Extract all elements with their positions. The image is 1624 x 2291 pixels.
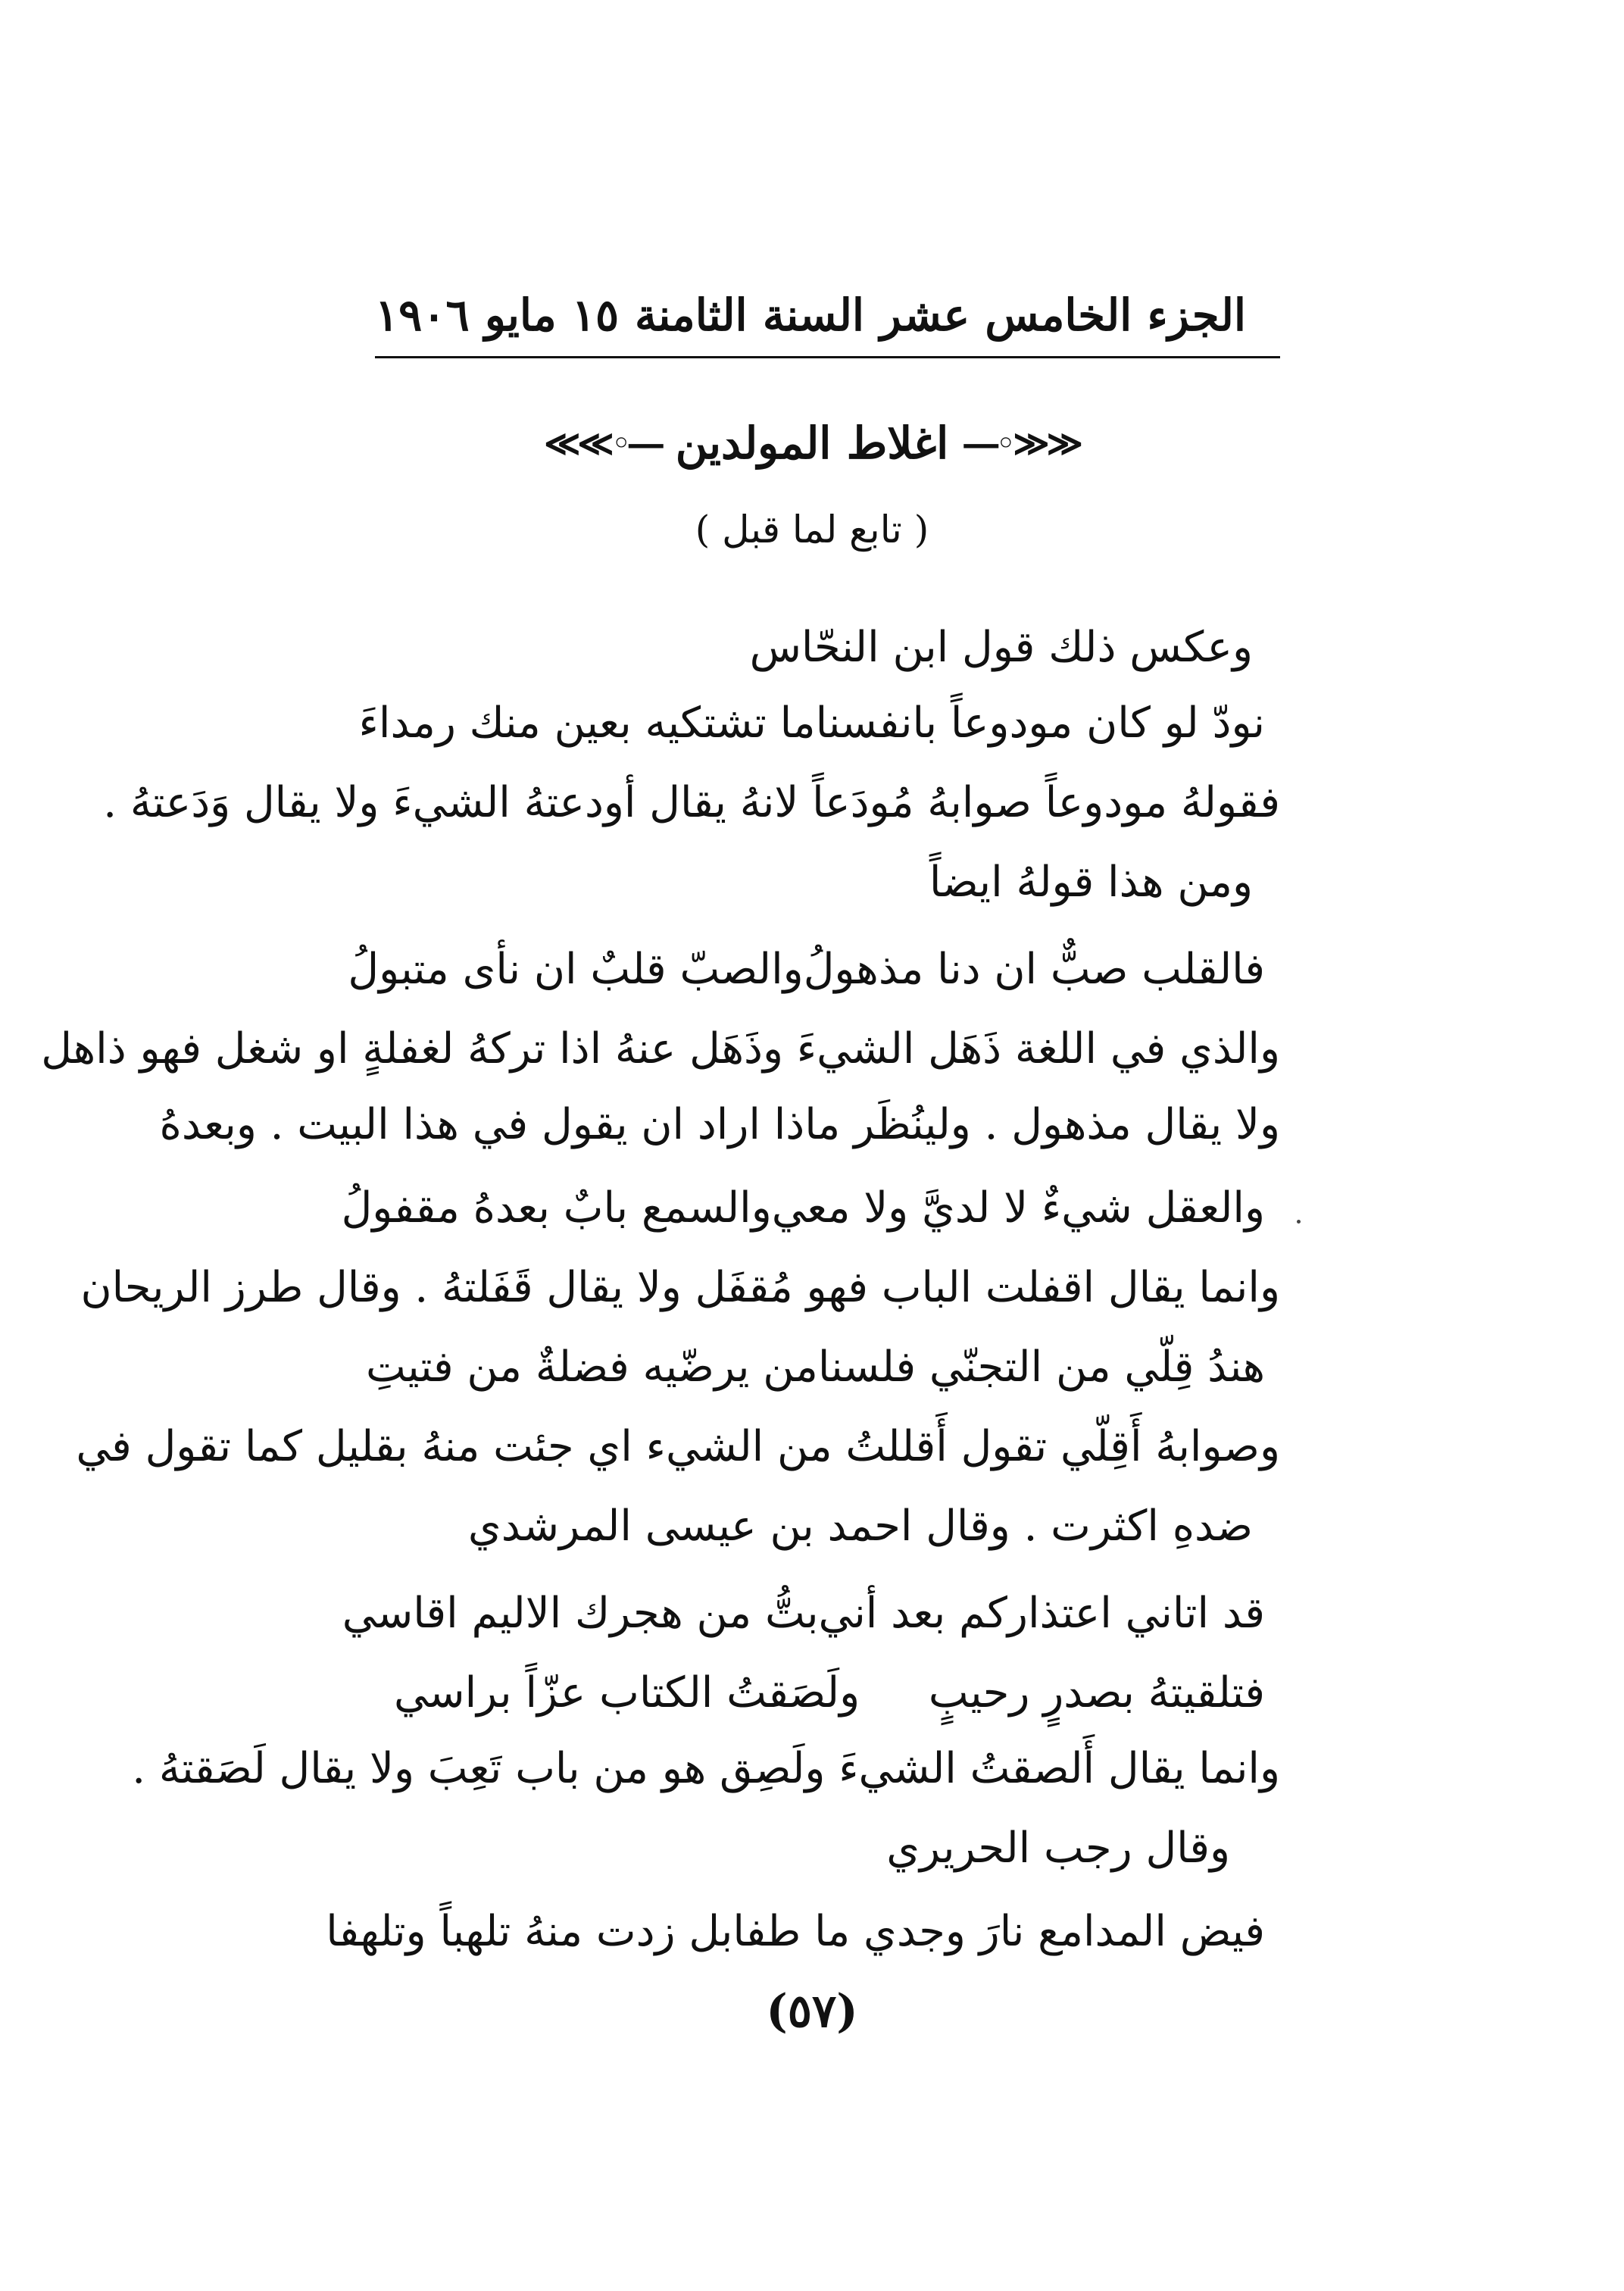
prose-line: وصوابهُ أَقِلّي تقول أَقللتُ من الشيء اي جئت منهُ بقليل كما تقول في: [76, 1422, 1280, 1471]
article-subtitle: ( تابع لما قبل ): [695, 508, 929, 552]
header-rule: [375, 356, 1280, 358]
prose-line: وانما يقال اقفلت الباب فهو مُقفَل ولا يقال قَفَلتهُ . وقال طرز الريحان: [80, 1263, 1280, 1312]
header-year: السنة الثامنة: [635, 289, 864, 341]
header-date: ١٥ مايو ١٩٠٦: [375, 289, 620, 341]
verse-line: [342, 1580, 1265, 1648]
article-title: اغلاط المولدين: [675, 417, 949, 469]
verse-first-hemistich: فيض المدامع نارَ وجدي ما طفا: [732, 1907, 1265, 1956]
verse-second-hemistich: ولَصَقتُ الكتاب عزّاً براسي: [394, 1668, 860, 1717]
verse-second-hemistich: والسمع بابٌ بعدهُ مقفولُ: [341, 1183, 772, 1233]
verse-line: [358, 689, 1265, 758]
verse-first-hemistich: والعقل شيءٌ لا لديَّ ولا معي: [771, 1183, 1265, 1233]
prose-line: وانما يقال أَلصقتُ الشيءَ ولَصِق هو من باب تَعِبَ ولا يقال لَصَقتهُ .: [132, 1744, 1280, 1793]
prose-line: ضدهِ اكثرت . وقال احمد بن عيسى المرشدي: [467, 1502, 1253, 1551]
scan-speck: [1297, 1220, 1301, 1224]
header-part: الجزء الخامس عشر: [879, 289, 1246, 341]
article-title-row: [0, 409, 1624, 477]
verse-line: [326, 1898, 1265, 1966]
verse-second-hemistich: من يرضّيه فضلةٌ من فتيتِ: [366, 1342, 818, 1392]
verse-line: [394, 1659, 1265, 1727]
ornament-right-icon: ―◦≫≫: [963, 423, 1080, 464]
verse-first-hemistich: قد اتاني اعتذاركم بعد أني: [818, 1589, 1265, 1638]
intro-line: وعكس ذلك قول ابن النحّاس: [749, 623, 1253, 672]
verse-first-hemistich: فتلقيتهُ بصدرٍ رحيبٍ: [928, 1668, 1265, 1717]
page-number: (٥٧): [766, 1985, 858, 2038]
verse-second-hemistich: بل زدت منهُ تلهباً وتلهفا: [326, 1907, 733, 1956]
verse-second-hemistich: ما تشتكيه بعين منك رمداءَ: [358, 699, 816, 748]
prose-line: والذي في اللغة ذَهَل الشيءَ وذَهَل عنهُ اذا تركهُ لغفلةٍ او شغل فهو ذاهل: [41, 1024, 1280, 1074]
prose-line: وقال رجب الحريري: [886, 1824, 1230, 1873]
verse-line: [366, 1333, 1265, 1402]
verse-first-hemistich: فالقلب صبٌّ ان دنا مذهولُ: [803, 945, 1265, 994]
prose-line: فقولهُ مودوعاً صوابهُ مُودَعاً لانهُ يقال أودعتهُ الشيءَ ولا يقال وَدَعتهُ .: [103, 778, 1280, 827]
prose-line: ومن هذا قولهُ ايضاً: [929, 858, 1253, 907]
verse-first-hemistich: نودّ لو كان مودوعاً بانفسنا: [815, 699, 1265, 748]
verse-line: [348, 936, 1265, 1004]
running-header: [375, 273, 1246, 341]
prose-line: ولا يقال مذهول . ولينُظَر ماذا اراد ان يقول في هذا البيت . وبعدهُ: [159, 1100, 1280, 1149]
verse-line: [341, 1174, 1265, 1242]
verse-second-hemistich: بتُّ من هجرك الاليم اقاسي: [342, 1589, 819, 1638]
verse-first-hemistich: هندُ قِلّي من التجنّي فلسنا: [817, 1342, 1265, 1392]
ornament-left-icon: ≪≪◦―: [544, 423, 661, 464]
verse-second-hemistich: والصبّ قلبٌ ان نأى متبولُ: [348, 945, 804, 994]
